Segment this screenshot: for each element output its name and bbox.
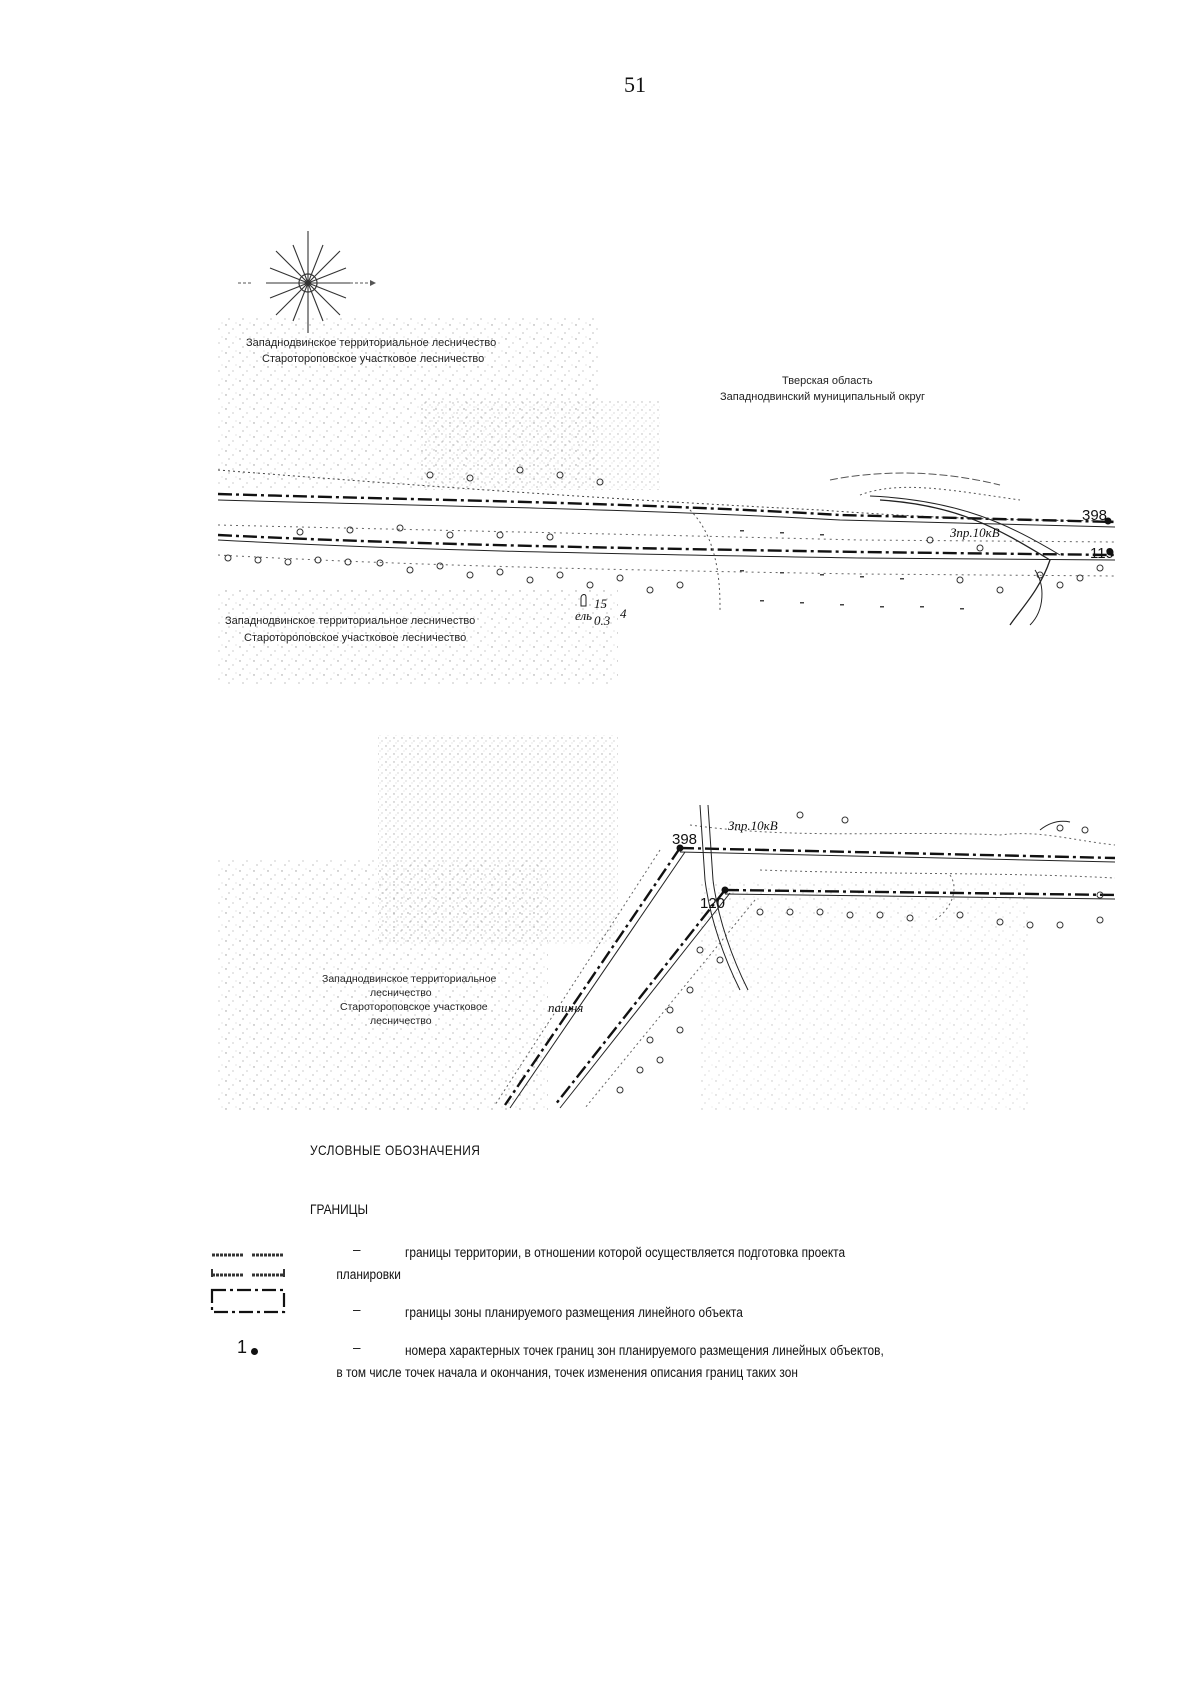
legend-text: границы территории, в отношении которой осуществляется подготовка проекта планировки — [336, 1245, 846, 1282]
tree-diameter-label: 0.3 — [594, 613, 611, 628]
point-marker-icon — [251, 1348, 258, 1355]
point-number-symbol: 1 — [237, 1337, 248, 1357]
land-use-label: пашня — [548, 1000, 584, 1015]
legend-title: УСЛОВНЫЕ ОБОЗНАЧЕНИЯ — [310, 1142, 481, 1158]
forestry-label: лесничество — [370, 987, 432, 999]
legend-section-title: ГРАНИЦЫ — [310, 1201, 369, 1217]
forest-area — [700, 880, 1030, 1110]
powerline-label: Зпр.10кВ — [950, 525, 1000, 540]
legend-dash: – — [353, 1242, 361, 1257]
tree-height-label: 15 — [594, 596, 607, 611]
forestry-label: Западнодвинское территориальное лесничество — [246, 337, 497, 349]
point-number-label: 120 — [700, 895, 726, 912]
field-marks-top — [740, 530, 964, 610]
district-label: Западнодвинский муниципальный округ — [720, 391, 926, 403]
forestry-label: лесничество — [370, 1015, 432, 1027]
legend-text: номера характерных точек границ зон планируемого размещения линейных объектов, в том числе точек начала и окончания, точек изменения описания границ таких зон — [336, 1343, 884, 1380]
forestry-label: Старотороповское участковое — [340, 1001, 488, 1013]
forestry-label: Западнодвинское территориальное лесничество — [225, 615, 476, 627]
point-number-label: 398 — [672, 831, 698, 848]
page-number: 51 — [624, 72, 646, 97]
legend-dash: – — [353, 1302, 361, 1317]
powerline-label: Зпр.10кВ — [728, 818, 778, 833]
forestry-label: Западнодвинское территориальное — [322, 973, 497, 985]
legend-text: границы зоны планируемого размещения линейного объекта — [405, 1305, 743, 1320]
forestry-label: Старотороповское участковое лесничество — [244, 632, 467, 644]
boundary-point-120 — [722, 887, 729, 894]
legend-dash: – — [353, 1340, 361, 1355]
forest-area — [218, 860, 548, 1110]
point-number-label: 398 — [1082, 507, 1108, 524]
forestry-label: Старотороповское участковое лесничество — [262, 353, 485, 365]
territory-boundary-symbol — [210, 1251, 290, 1281]
region-label: Тверская область — [782, 375, 873, 387]
forest-area — [420, 400, 660, 490]
tree-count-label: 4 — [620, 606, 627, 621]
zone-boundary-symbol — [210, 1286, 290, 1316]
tree-species-label: ель — [575, 608, 593, 623]
point-number-label: 119 — [1090, 545, 1114, 562]
